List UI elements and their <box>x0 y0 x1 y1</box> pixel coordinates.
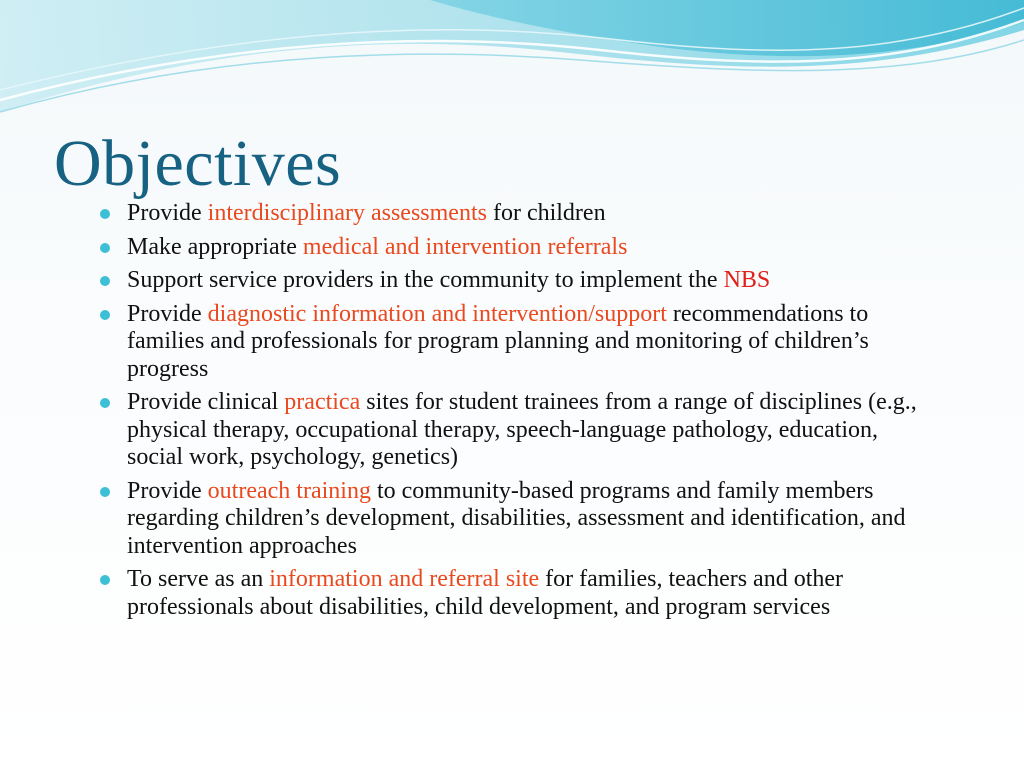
bullet-dot-icon <box>100 398 110 408</box>
highlighted-phrase: NBS <box>723 267 771 293</box>
list-item: Provide clinical practica sites for student trainees from a range of disciplines (e.g., physical therapy, occupational therapy, speech-language pathology, education, social work, psychology, genetics) <box>100 389 930 472</box>
highlighted-phrase: practica <box>284 389 361 415</box>
bullet-dot-icon <box>100 310 110 320</box>
list-item: Make appropriate medical and intervention referrals <box>100 234 930 262</box>
highlighted-phrase: interdisciplinary assessments <box>207 200 487 226</box>
list-item: To serve as an information and referral site for families, teachers and other professionals about disabilities, child development, and program services <box>100 566 930 621</box>
bullet-dot-icon <box>100 575 110 585</box>
objectives-list <box>100 200 930 627</box>
highlighted-phrase: diagnostic information and intervention/support <box>207 300 667 327</box>
bullet-dot-icon <box>100 487 110 497</box>
bullet-dot-icon <box>100 209 110 219</box>
list-item: Provide diagnostic information and intervention/support recommendations to families and professionals for program planning and monitoring of children’s progress <box>100 301 930 384</box>
highlighted-phrase: information and referral site <box>269 566 540 592</box>
list-item: Provide outreach training to community-based programs and family members regarding children’s development, disabilities, assessment and identification, and intervention approaches <box>100 478 930 561</box>
list-item: Provide interdisciplinary assessments for children <box>100 200 930 228</box>
bullet-dot-icon <box>100 243 110 253</box>
header-wave-decoration <box>0 0 1024 130</box>
list-item: Support service providers in the community to implement the NBS <box>100 267 930 295</box>
highlighted-phrase: medical and intervention referrals <box>302 233 628 260</box>
highlighted-phrase: outreach training <box>207 477 371 504</box>
slide-title: Objectives <box>54 127 342 200</box>
bullet-dot-icon <box>100 276 110 286</box>
